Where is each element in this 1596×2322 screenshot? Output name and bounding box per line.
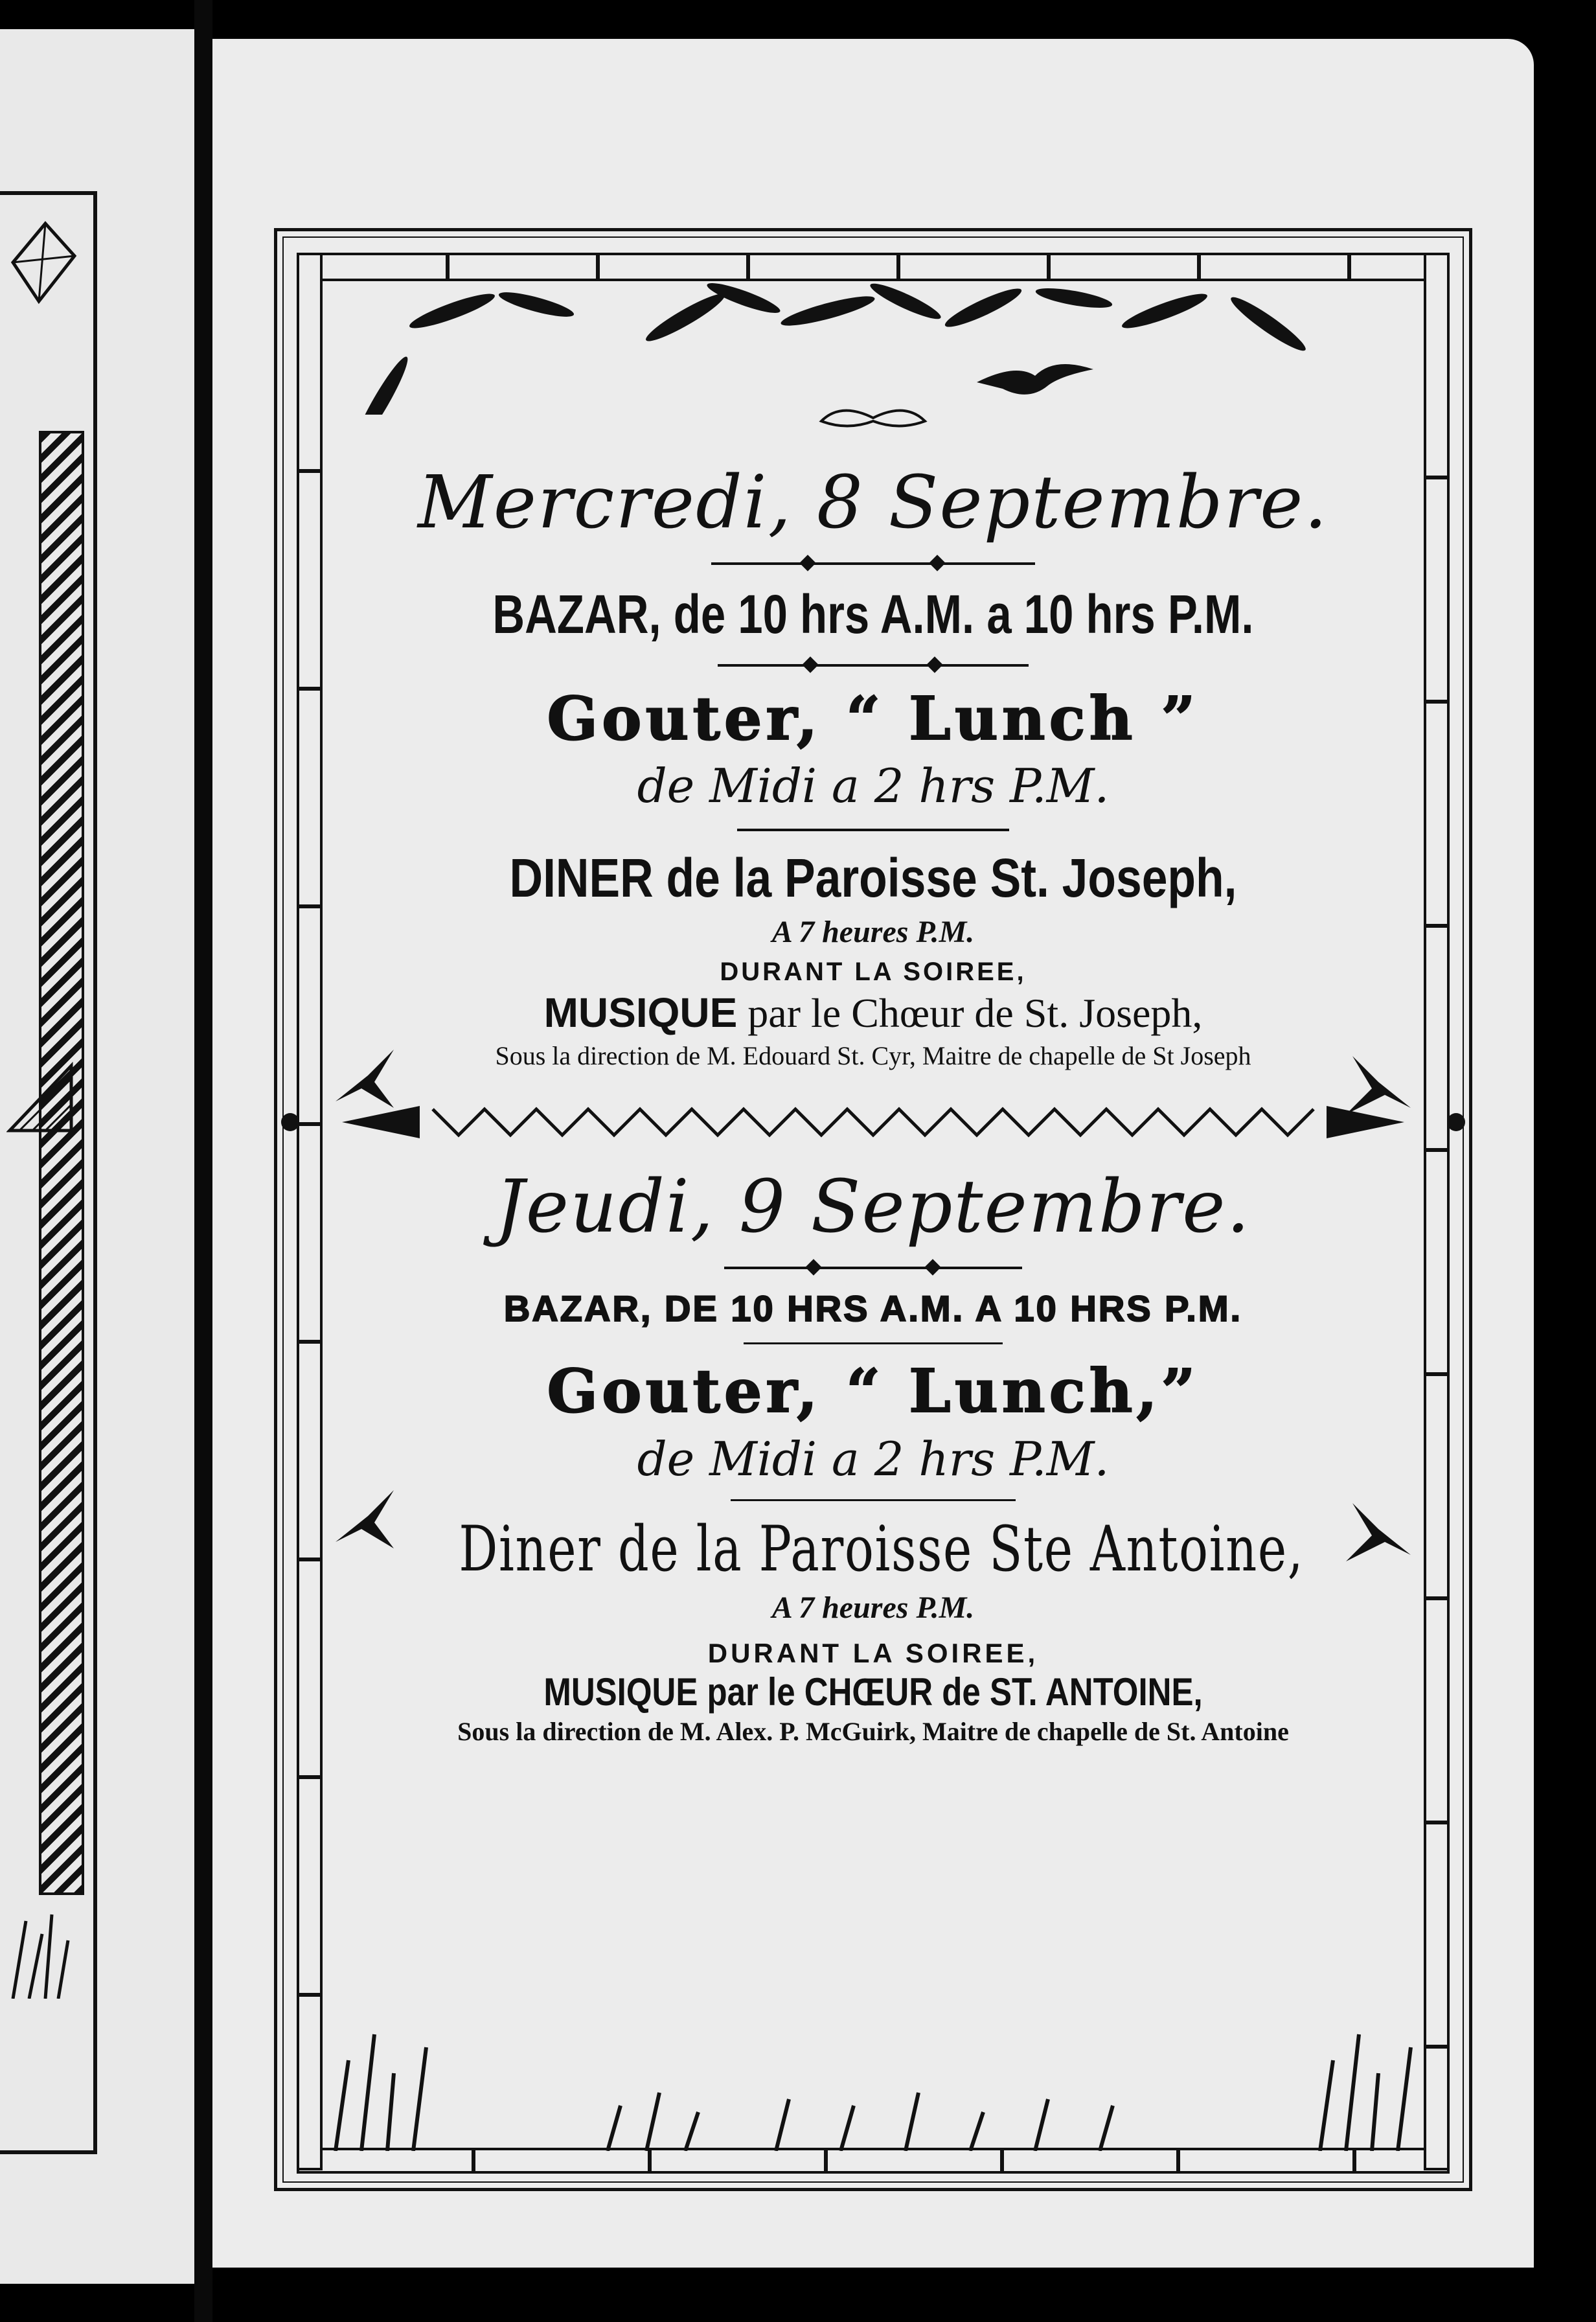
thursday-heure: A 7 heures P.M. [771, 1591, 975, 1626]
adjacent-page-pattern [39, 431, 84, 1895]
divider [731, 1499, 1016, 1501]
musique-rest: par le Chœur de St. Joseph, [737, 990, 1203, 1037]
thursday-midi: de Midi a 2 hrs P.M. [637, 1431, 1110, 1486]
divider [711, 562, 1035, 565]
wednesday-date: Mercredi, 8 Septembre. [418, 461, 1328, 545]
bird-ornament [977, 356, 1093, 402]
program-page [212, 39, 1534, 2268]
divider [724, 1267, 1022, 1269]
adjacent-page-left [0, 29, 194, 2284]
wednesday-gouter: Gouter, “ Lunch ” [547, 683, 1200, 753]
bamboo-border-bottom [297, 2148, 1450, 2174]
wednesday-bazar: BAZAR, de 10 hrs A.M. a 10 hrs P.M. [492, 584, 1254, 645]
wednesday-soiree: DURANT LA SOIREE, [720, 958, 1027, 987]
thursday-bazar: BAZAR, DE 10 HRS A.M. A 10 HRS P.M. [503, 1287, 1243, 1329]
divider [744, 1342, 1003, 1344]
thursday-diner: Diner de la Paroisse Ste Antoine, [459, 1512, 1305, 1585]
zigzag-divider [271, 1096, 1476, 1148]
program-content [342, 402, 1404, 1746]
page-gutter [194, 0, 212, 2322]
musique-label: MUSIQUE [543, 989, 738, 1037]
wednesday-midi: de Midi a 2 hrs P.M. [637, 758, 1110, 813]
wednesday-musique [342, 990, 1404, 1036]
divider [718, 664, 1029, 667]
bamboo-border-right [1424, 253, 1450, 2170]
grass-ornament [6, 1908, 78, 1999]
thursday-date: Jeudi, 9 Septembre. [495, 1164, 1251, 1249]
wednesday-heure: A 7 heures P.M. [771, 915, 975, 950]
divider [737, 829, 1009, 831]
kite-ornament [6, 217, 78, 308]
grass-bottom [323, 2021, 1424, 2151]
thursday-gouter: Gouter, “ Lunch,” [547, 1356, 1200, 1427]
flourish-ornament [815, 402, 931, 434]
bamboo-leaves-top [323, 272, 1424, 415]
thursday-soiree: DURANT LA SOIREE, [707, 1638, 1039, 1669]
bamboo-border-left [297, 253, 323, 2170]
wednesday-direction: Sous la direction de M. Edouard St. Cyr, Maitre de chapelle de St Joseph [495, 1040, 1251, 1070]
zigzag-ornament [271, 1096, 1476, 1148]
wednesday-diner: DINER de la Paroisse St. Joseph, [509, 847, 1237, 908]
thursday-direction: Sous la direction de M. Alex. P. McGuirk, Maitre de chapelle de St. Antoine [457, 1717, 1289, 1747]
thursday-musique: MUSIQUE par le CHŒUR de ST. ANTOINE, [543, 1670, 1203, 1714]
fan-ornament [6, 1053, 78, 1144]
